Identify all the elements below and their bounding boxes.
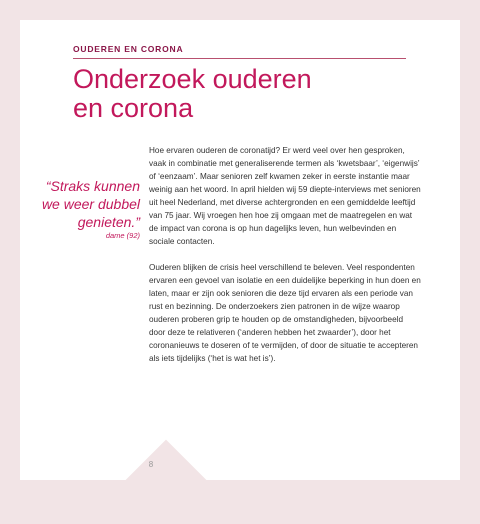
title-line-2: en corona [73, 93, 194, 123]
quote-line-1: “Straks kunnen [45, 178, 140, 194]
paragraph-2: Ouderen blijken de crisis heel verschillend te beleven. Veel respondenten ervaren een gevoel van isolatie en een duidelijke beperking in hun doen en laten, maar er zijn ook senioren die deze tijd ervaren als een periode van rust en bezinning. De onderzoekers zien patronen in de wijze waarop ouderen proberen grip te houden op de omstandigheden, bijvoorbeeld door deze te relativeren (‘anderen hebben het zwaarder’), door het coronanieuws te doseren of te vermijden, of door de situatie te accepteren als iets tijdelijks (‘het is wat het is’). [149, 263, 421, 363]
quote-line-2: we weer dubbel [41, 196, 140, 212]
pull-quote [20, 177, 140, 231]
quote-line-3: genieten.” [77, 214, 140, 230]
page-title [73, 65, 413, 123]
page-number: 8 [148, 460, 154, 469]
section-label: OUDEREN EN CORONA [73, 44, 184, 54]
paragraph-1: Hoe ervaren ouderen de coronatijd? Er werd veel over hen gesproken, vaak in combinatie met generaliserende termen als ‘kwetsbaar’, ‘eigenwijs’ of ‘eenzaam’. Maar senioren zelf kwamen zeker in eerste instantie maar weinig aan het woord. In april hielden wij 59 diepte-interviews met senioren uit heel Nederland, met diverse achtergronden en een gemiddelde leeftijd van 75 jaar. Wij vroegen hen hoe zij omgaan met de maatregelen en wat de impact van corona is op hun dagelijks leven, hun welbevinden en sociale contacten. [149, 146, 421, 246]
body-text [149, 144, 421, 378]
header-divider [73, 58, 406, 59]
title-line-1: Onderzoek ouderen [73, 64, 312, 94]
page-notch [124, 440, 209, 524]
quote-attribution: dame (92) [105, 231, 140, 240]
document-page [20, 20, 460, 480]
